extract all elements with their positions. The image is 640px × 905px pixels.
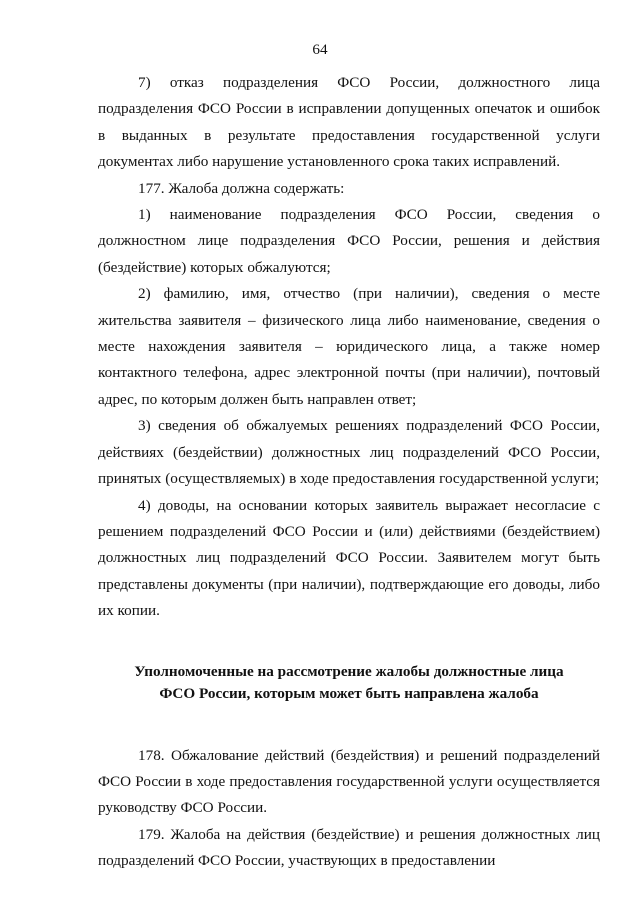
paragraph-179: 179. Жалоба на действия (бездействие) и решения должностных лиц подразделений ФСО России, участвующих в предоставлении (98, 825, 600, 870)
heading-spacer (98, 705, 600, 743)
paragraph-178: 178. Обжалование действий (бездействия) и решений подразделений ФСО России в ходе предоставления государственной услуги осуществляется руководству ФСО России. (98, 746, 600, 817)
page-number: 64 (312, 41, 328, 58)
document-body (98, 70, 600, 875)
paragraph-item-2: 2) фамилию, имя, отчество (при наличии), сведения о месте жительства заявителя – физического лица либо наименование, сведения о месте нахождения заявителя – юридического лица, а также номер контактного телефона, адрес электронной почты (при наличии), почтовый адрес, по которым должен быть направлен ответ; (98, 285, 600, 408)
paragraph-item-4: 4) доводы, на основании которых заявитель выражает несогласие с решением подразделений ФСО России и (или) действиями (бездействием) должностных лиц подразделений ФСО России. Заявителем могут быть представлены документы (при наличии), подтверждающие его доводы, либо их копии. (98, 496, 600, 620)
paragraph-item-1: 1) наименование подразделения ФСО России, сведения о должностном лице подразделения ФСО России, решения и действия (бездействие) которых обжалуются; (98, 206, 600, 276)
paragraph-item-3: 3) сведения об обжалуемых решениях подразделений ФСО России, действиях (бездействии) должностных лиц подразделений ФСО России, принятых (осуществляемых) в ходе предоставления государственной услуги; (98, 417, 600, 488)
section-heading: Уполномоченные на рассмотрение жалобы должностные лица ФСО России, которым может быть направлена жалоба (134, 662, 564, 702)
paragraph-item-7: 7) отказ подразделения ФСО России, должностного лица подразделения ФСО России в исправлении допущенных опечаток и ошибок в выданных в результате предоставления государственной услуги документах либо нарушение установленного срока таких исправлений. (98, 74, 600, 171)
paragraph-177: 177. Жалоба должна содержать: (138, 179, 345, 197)
section-spacer (98, 625, 600, 661)
